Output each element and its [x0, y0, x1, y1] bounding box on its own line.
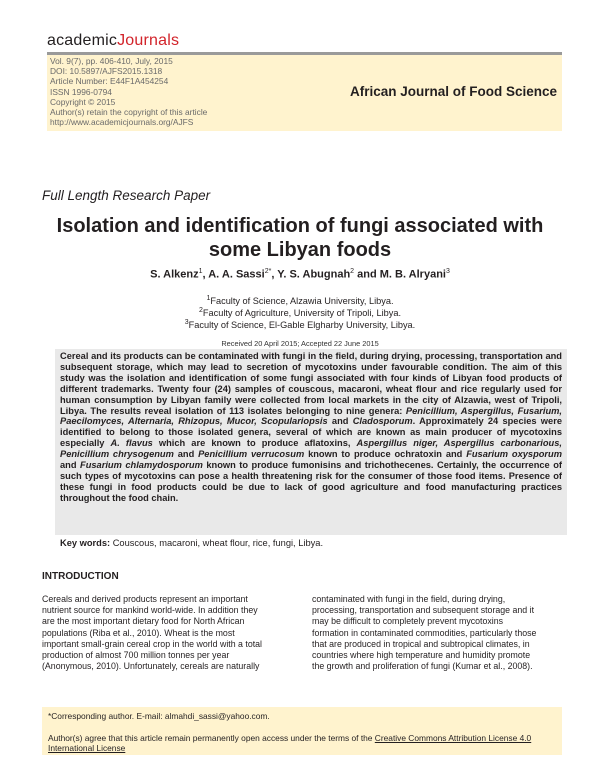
abstract-segment: known to produce ochratoxin and [304, 449, 467, 460]
author-name: Y. S. Abugnah [277, 268, 351, 281]
text-line: may be difficult to completely prevent mycotoxins [312, 616, 504, 627]
abstract-species: Fusarium chlamydosporum [80, 460, 203, 471]
text-line: formation in contaminated commodities, particularly those [312, 627, 537, 638]
keywords-text: Couscous, macaroni, wheat flour, rice, fungi, Libya. [110, 538, 324, 548]
section-heading-introduction: INTRODUCTION [42, 571, 119, 582]
author-affiliation-mark: 1 [198, 268, 203, 275]
affiliation-text: Faculty of Agriculture, University of Tripoli, Libya. [202, 308, 402, 319]
text-line: that are produced in tropical and subtropical climates, in [312, 638, 530, 649]
abstract-genus: Cladosporum [352, 416, 413, 427]
text-line: (Anonymous, 2010). Unfortunately, cereals are naturally [42, 661, 260, 672]
author-separator: , [271, 268, 278, 281]
keywords [60, 538, 323, 548]
received-accepted-dates: Received 20 April 2015; Accepted 22 June 2015 [221, 339, 379, 348]
author-name: A. A. Sassi [208, 268, 265, 281]
abstract-segment: Cereal and its products can be contaminated with fungi in the field, during drying, processing, transportation and subsequent storage, which may lead to secretion of mycotoxins under favourable condition. The aim of this study was the isolation and identification of some fungi associated with four kinds of Libyan food products of different trademarks. Twenty four (24) samples of couscous, macaroni, wheat flour and rice regularly used for human consumption by Libyan family were collected from local markets in the city of Alzawia, west of Tripoli, Libya. The results reveal isolation of 113 isolates belonging to nine genera: [60, 351, 562, 416]
journal-name: African Journal of Food Science [349, 84, 557, 99]
affiliation-text: Faculty of Science, El-Gable Elgharby University, Libya. [188, 320, 416, 331]
paper-title [40, 214, 560, 262]
meta-copyright: Copyright © 2015 [50, 96, 116, 107]
license-link[interactable]: Creative Commons Attribution License 4.0 International License [48, 733, 532, 754]
abstract-text [60, 351, 562, 504]
affiliation-3 [40, 317, 560, 331]
abstract-segment: and [327, 416, 353, 427]
text-line: the growth and proliferation of fungi (Kumar et al., 2008). [312, 661, 533, 672]
title-line-2: some Libyan foods [208, 239, 392, 261]
abstract-species: Penicillium verrucosum [198, 449, 305, 460]
license-text: Author(s) agree that this article remain permanently open access under the terms of the [48, 733, 375, 743]
author-separator: , [202, 268, 209, 281]
text-line: processing, transportation and subsequent storage and it [312, 605, 535, 616]
meta-doi: DOI: 10.5897/AJFS2015.1318 [50, 66, 163, 77]
text-line: countries where high temperature and humidity promote [312, 650, 531, 661]
logo-text-journals: Journals [117, 32, 180, 49]
author-affiliation-mark: 2* [264, 268, 272, 275]
meta-issn: ISSN 1996-0794 [50, 86, 112, 97]
affiliation-mark: 2 [198, 307, 203, 314]
corresponding-author-note: *Corresponding author. E-mail: almahdi_sassi@yahoo.com. [48, 711, 270, 721]
abstract-segment: and [173, 449, 199, 460]
meta-author-rights: Author(s) retain the copyright of this article [50, 107, 208, 118]
author-name: M. B. Alryani [379, 268, 446, 281]
intro-right-column [312, 594, 565, 672]
text-line: important small-grain cereal crop in the world with a total [42, 638, 263, 649]
text-line: nutrient source for mankind world-wide. In addition they [42, 605, 258, 616]
abstract-segment: which are known to produce aflatoxins, [152, 438, 357, 449]
text-line: production of almost 700 million tonnes per year [42, 650, 230, 661]
title-line-1: Isolation and identification of fungi associated with [56, 215, 544, 237]
article-metadata [50, 56, 207, 127]
affiliation-text: Faculty of Science, Alzawia University, Libya. [210, 296, 394, 307]
text-line: are the most important dietary food for North African [42, 616, 245, 627]
text-line: contaminated with fungi in the field, during drying, [312, 594, 506, 604]
intro-left-column [42, 594, 295, 672]
abstract-genera: Penicillium, Aspergillus, Fusarium, Paecilomyces, Alternaria, Rhizopus, Mucor, Scopulariopsis [60, 405, 562, 427]
paper-type: Full Length Research Paper [42, 188, 211, 203]
affiliation-mark: 1 [206, 295, 211, 302]
affiliation-mark: 3 [184, 319, 189, 326]
abstract-species: A. flavus [110, 438, 153, 449]
author-name: S. Alkenz [150, 268, 199, 281]
meta-journal-url[interactable]: http://www.academicjournals.org/AJFS [50, 117, 194, 128]
publisher-logo [47, 32, 179, 50]
abstract-species: Aspergillus niger, Aspergillus carbonarious, Penicillium chrysogenum [60, 438, 562, 460]
abstract-segment: and [60, 460, 81, 471]
text-line: Cereals and derived products represent an important [42, 594, 248, 604]
keywords-label: Key words: [60, 538, 111, 548]
author-list [40, 268, 560, 281]
author-separator: and [354, 268, 380, 281]
license-note [48, 733, 558, 753]
abstract-segment: known to produce fumonisins and trichothecenes. Certainly, the occurrence of such types of mycotoxins can pose a health threatening risk for the consumer of those food items. Presence of these fungi in food products could be due to lack of good agriculture and food manufacturing practices throughout the food chain. [60, 460, 562, 503]
meta-volume: Vol. 9(7), pp. 406-410, July, 2015 [50, 56, 173, 66]
author-affiliation-mark: 2 [350, 268, 355, 275]
meta-article-number: Article Number: E44F1A454254 [50, 76, 169, 87]
author-affiliation-mark: 3 [445, 268, 450, 275]
abstract-species: Fusarium oxysporum [466, 449, 562, 460]
text-line: populations (Riba et al., 2010). Wheat is the most [42, 627, 235, 638]
logo-text-academic: academic [47, 32, 118, 49]
abstract-segment: . Approximately 24 species were identified to belong to those isolated genera, several of which are known as main producer of mycotoxins especially [60, 416, 562, 449]
